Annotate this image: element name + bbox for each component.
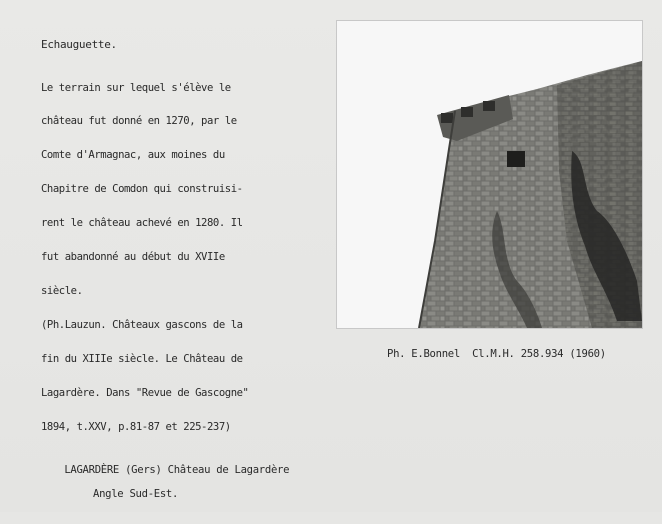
description-line: château fut donné en 1270, par le [41,115,237,128]
description-line: Le terrain sur lequel s'élève le [41,81,231,94]
description-line: Comte d'Armagnac, aux moines du [41,149,225,162]
description-line: rent le château achevé en 1280. Il [41,217,243,230]
description-line: fut abandonné au début du XVIIe [41,251,225,264]
mounted-photograph [336,20,643,329]
tower-photo-illustration [337,21,642,328]
description-line: Chapitre de Comdon qui construisi- [41,183,243,196]
description-line: 1894, t.XXV, p.81-87 et 225-237) [41,420,231,433]
photo-credit: Ph. E.Bonnel Cl.M.H. 258.934 (1960) [387,348,606,360]
record-title: Echauguette. [41,38,117,51]
description-line: (Ph.Lauzun. Châteaux gascons de la [41,318,243,331]
tower-window [507,151,525,167]
description-line: Lagardère. Dans "Revue de Gascogne" [41,386,249,399]
record-location [40,452,289,524]
view-line: Angle Sud-Est. [93,488,179,500]
record-description [41,60,331,455]
description-line: siècle. [41,284,83,297]
location-line: LAGARDÈRE (Gers) Château de Lagardère [64,464,290,476]
description-line: fin du XIIIe siècle. Le Château de [41,352,243,365]
